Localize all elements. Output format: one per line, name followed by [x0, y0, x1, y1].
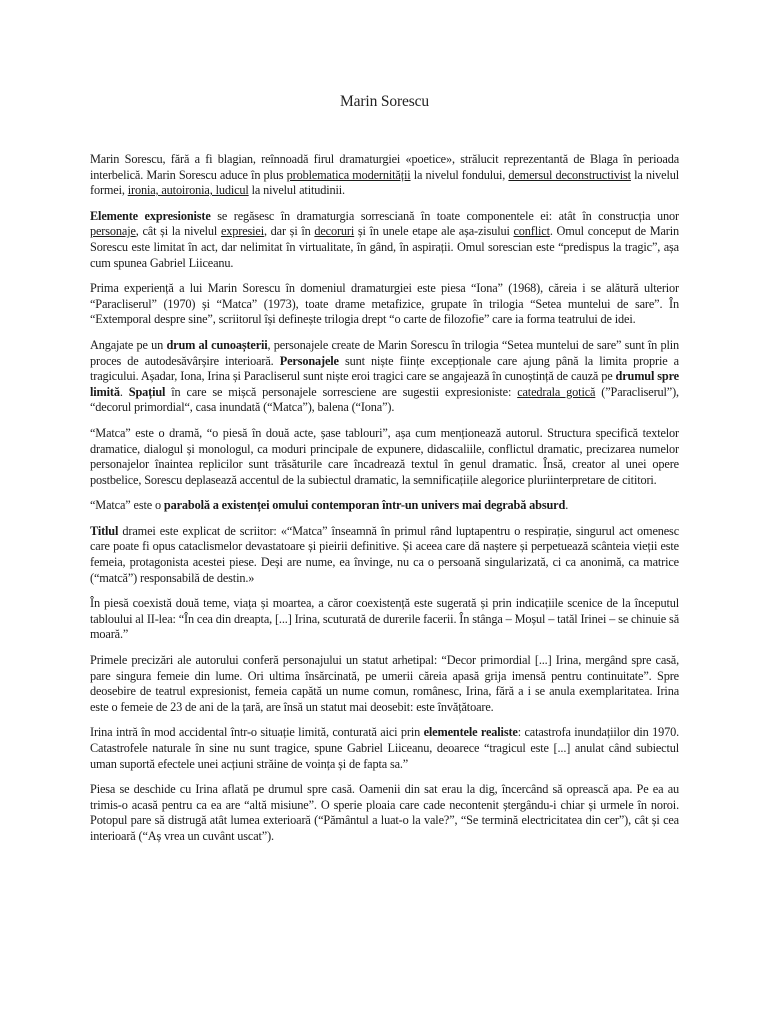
bold-text: Elemente expresioniste	[90, 208, 211, 223]
paragraph-text: sunt niște ființe excepționale care ajung până la limita proprie a tragicului. Așadar, Iona, Irina și Paracliserul sunt niște eroi tragici care se angajează în cunoștință de cauză pe	[90, 353, 679, 384]
paragraph-text: În piesă coexistă două teme, viața și moartea, a căror coexistență este sugerată și prin indicațiile scenice de la începutul tabloului al II-lea: “În cea din dreapta, [...] Irina, scuturată de durerile facerii. În stânga – Moșul – tatăl Irinei – se chinuie să moară.”	[90, 596, 679, 642]
paragraph-text: la nivelul fondului,	[410, 167, 509, 182]
bold-text: Personajele	[279, 353, 339, 368]
paragraph-text: dramei este explicat de scriitor: «“Matca” înseamnă în primul rând luptapentru o respirație, singurul act omenesc care poate fi opus cataclismelor devastatoare și pieirii definitive. Și aceea care dă naștere și perpetuează scânteia vieții este femeia, protagonista acestei piese. Deși are nume, ea învinge, nu ca o persoană singularizată, ci ca anonimă, ca matrice (“matcă”) responsabilă de destin.»	[90, 523, 679, 585]
paragraph-text: Angajate pe un	[90, 337, 167, 352]
underlined-text: conflict	[513, 224, 550, 239]
paragraph-text: Primele precizări ale autorului conferă personajului un statut arhetipal: “Decor primordial [...] Irina, mergând spre casă, pare singura femeie din lume. Ori ultima însărcinată, pe umerii căreia apasă grija imensă pentru continuitate”. Spre deosebire de teatrul expresionist, femeia capătă un nume comun, românesc, Irina, fără a i se anula exemplaritatea. Irina este o femeie de 23 de ani de la țară, are însă un statut mai deosebit: este învățătoare.	[90, 653, 679, 714]
paragraph-text: “Matca” este o	[90, 498, 164, 513]
paragraph	[90, 152, 679, 199]
paragraph-text: , dar și în	[264, 224, 315, 239]
paragraph-text: Marin Sorescu, fără a fi blagian, reînnoadă firul dramaturgiei «poetice», strălucit reprezentantă de Blaga în perioada interbelică. Marin Sorescu aduce în plus	[90, 152, 679, 182]
paragraph	[90, 498, 679, 514]
paragraph-text: (”Paracliserul”), “decorul primordial“, casa inundată (“Matca”), balena (“Iona”).	[90, 384, 679, 415]
paragraph-text: Prima experiență a lui Marin Sorescu în domeniul dramaturgiei este piesa “Iona” (1968), căreia i se alătură ulterior “Paracliserul” (1970) și “Matca” (1973), toate drame metafizice, grupate în trilogia “Setea muntelui de sare”. În “Extemporal despre sine”, scriitorul își definește trilogia drept “o carte de filozofie” care ia forma teatrului de idei.	[90, 281, 679, 327]
underlined-text: expresiei	[220, 224, 264, 239]
bold-text: elementele realiste	[423, 725, 518, 740]
paragraph	[90, 596, 679, 643]
paragraph-text: .	[565, 498, 569, 513]
underlined-text: ironia, autoironia, ludicul	[127, 183, 249, 198]
paragraph-text: , cât și la nivelul	[135, 224, 221, 239]
underlined-text: catedrala gotică	[517, 384, 596, 399]
paragraph	[90, 725, 679, 772]
bold-text: drumul spre limită	[90, 369, 679, 399]
paragraph-text: la nivelul atitudinii.	[248, 183, 345, 198]
paragraph-text: : catastrofa inundațiilor din 1970. Catastrofele naturale în sine nu sunt tragice, spune Gabriel Liiceanu, deoarece “tragicul este [...] anulat când subiectul uman suportă efectele unei acțiuni străine de voința și de fapta sa.”	[90, 725, 679, 771]
bold-text: Titlul	[90, 523, 119, 538]
page-title: Marin Sorescu	[340, 93, 429, 110]
bold-text: Spațiul	[128, 384, 166, 399]
paragraph	[90, 653, 679, 715]
paragraph-text: se regăsesc în dramaturgia sorresciană în toate componentele ei: atât în construcția unor	[210, 208, 679, 223]
paragraph-text: .	[119, 384, 129, 399]
document-body	[90, 152, 679, 845]
paragraph	[90, 281, 679, 328]
paragraph-text: “Matca” este o dramă, “o piesă în două acte, șase tablouri”, așa cum menționează autorul. Structura specifică textelor dramatice, dialogul și monologul, ca moduri principale de expunere, didascaliile, conflictul dramatic, precizarea numelor personajelor înaintea replicilor sunt trăsăturile care încadrează textul în genul dramatic. Însă, creator al unei opere postbelice, Sorescu deplasează accentul de la subiectul dramatic, la semnificațiile alegorice pluriinterpretare de cititori.	[90, 425, 679, 487]
paragraph-text: și în unele etape ale așa-zisului	[354, 224, 514, 239]
paragraph-text: . Omul conceput de Marin Sorescu este limitat în act, dar nelimitat în virtualitate, în gând, în aspirații. Omul sorescian este “predispus la tragic”, așa cum spunea Gabriel Liiceanu.	[90, 224, 680, 270]
paragraph	[90, 524, 679, 586]
paragraph	[90, 782, 679, 844]
underlined-text: problematica modernității	[286, 167, 411, 182]
underlined-text: personaje	[90, 224, 136, 239]
paragraph-text: , personajele create de Marin Sorescu în trilogia “Setea muntelui de sare” sunt în plin proces de autodesăvârșire interioară.	[90, 337, 679, 368]
paragraph-text: Irina intră în mod accidental într-o situație limită, conturată aici prin	[90, 725, 424, 740]
paragraph-text: la nivelul formei,	[90, 167, 679, 198]
paragraph	[90, 338, 679, 416]
paragraph	[90, 426, 679, 488]
underlined-text: decoruri	[314, 224, 355, 239]
paragraph-text: Piesa se deschide cu Irina aflată pe drumul spre casă. Oamenii din sat erau la dig, încercând să oprească apa. Pe ea au trimis-o acasă pentru ca ea are “altă misiune”. O sperie ploaia care cade necontenit ștergându-i chiar și urmele în noroi. Potopul pare să distrugă atât lumea exterioară (“Pământul a luat-o la vale?”, “Se termină electricitatea din cer”), cât și cea interioară (“Aș vrea un cuvânt uscat”).	[90, 782, 679, 843]
document-page	[90, 92, 679, 855]
paragraph-text: în care se mișcă personajele sorresciene are sugestii expresioniste:	[165, 384, 518, 399]
bold-text: drum al cunoașterii	[166, 337, 268, 352]
underlined-text: demersul deconstructivist	[508, 167, 631, 182]
bold-text: parabolă a existenței omului contemporan într-un univers mai degrabă absurd	[163, 498, 566, 513]
paragraph	[90, 209, 679, 271]
